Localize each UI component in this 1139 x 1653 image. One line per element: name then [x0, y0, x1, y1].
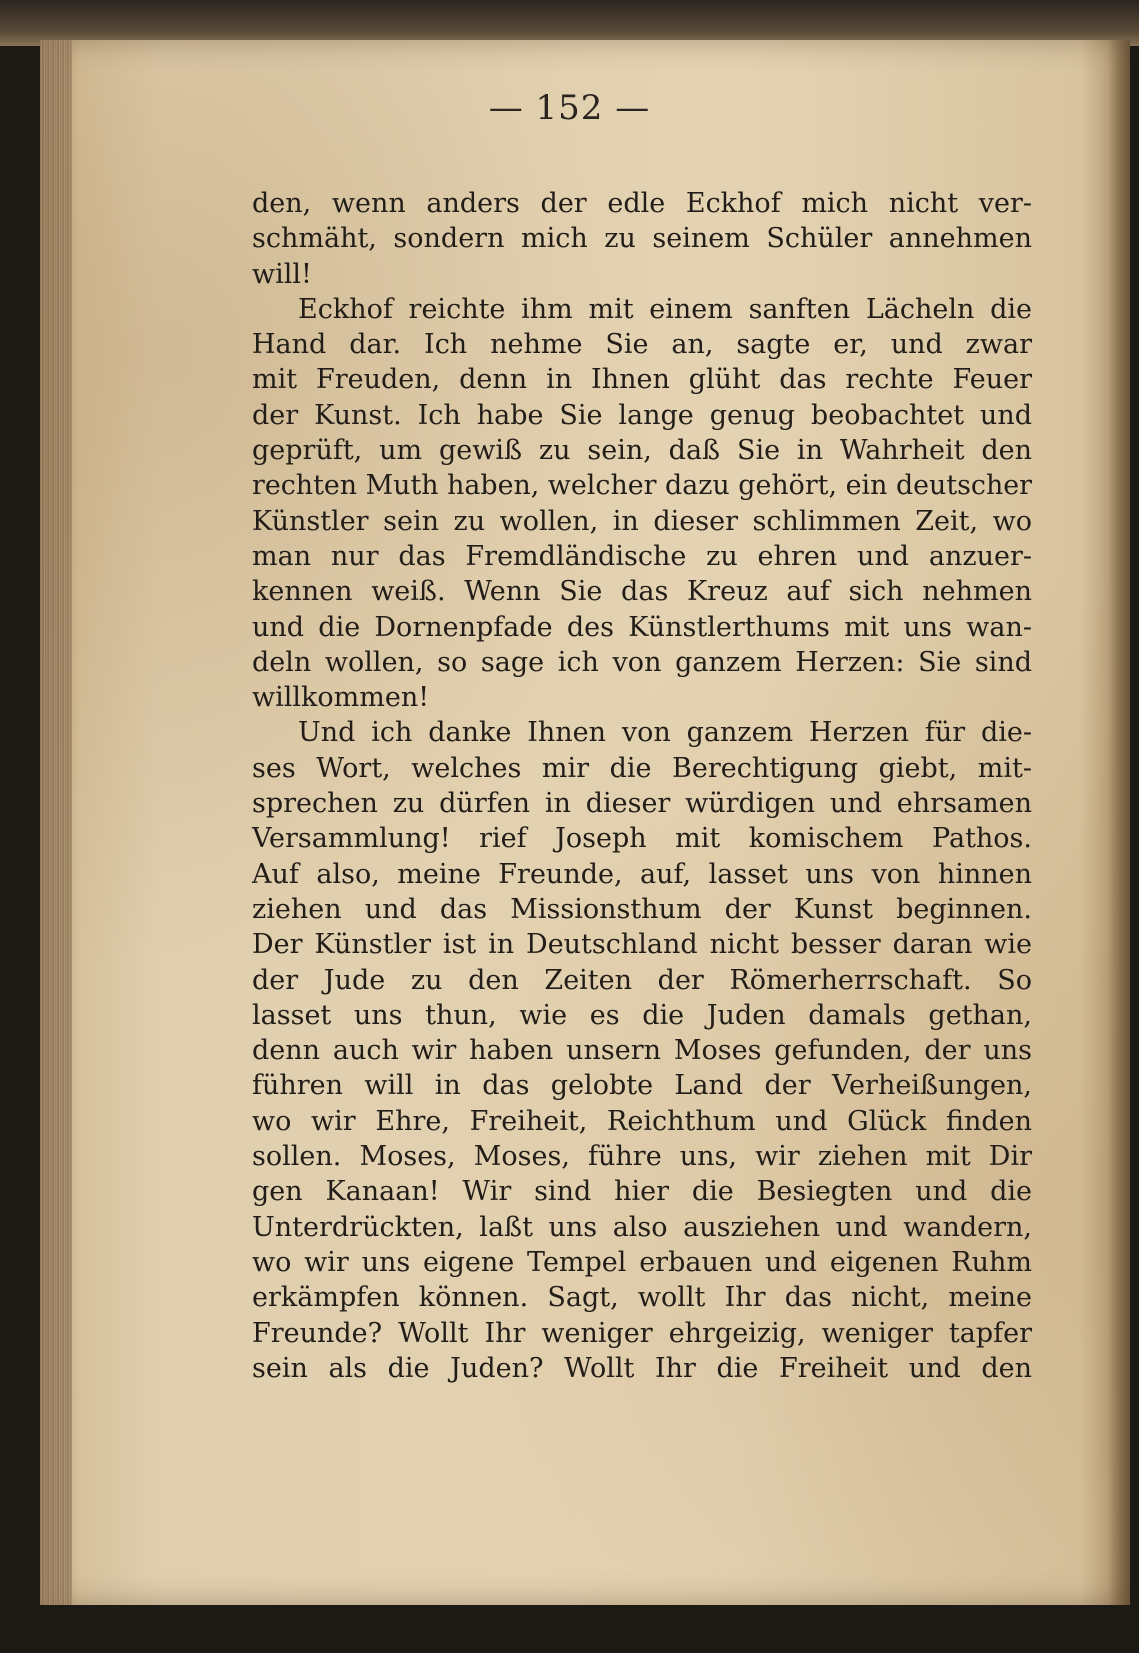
text-line: ses Wort, welches mir die Berechtigung giebt, mit- — [252, 752, 1032, 784]
text-line: geprüft, um gewiß zu sein, daß Sie in Wahrheit den — [252, 435, 1032, 467]
text-line: sprechen zu dürfen in dieser würdigen und ehrsamen — [252, 788, 1032, 820]
text-line: sollen. Moses, Moses, führe uns, wir ziehen mit Dir — [252, 1141, 1032, 1173]
text-line: wo wir Ehre, Freiheit, Reichthum und Glück finden — [252, 1105, 1032, 1137]
text-line: Unterdrückten, laßt uns also ausziehen und wandern, — [252, 1211, 1032, 1243]
text-line: wo wir uns eigene Tempel erbauen und eigenen Ruhm — [252, 1246, 1032, 1278]
body-text — [252, 186, 1032, 1386]
text-line: den, wenn anders der edle Eckhof mich nicht ver- — [252, 188, 1032, 219]
text-line: führen will in das gelobte Land der Verheißungen, — [252, 1070, 1032, 1102]
text-line: Hand dar. Ich nehme Sie an, sagte er, und zwar — [252, 329, 1032, 361]
text-line: kennen weiß. Wenn Sie das Kreuz auf sich nehmen — [252, 576, 1032, 608]
text-line: rechten Muth haben, welcher dazu gehört, ein deutscher — [252, 470, 1032, 502]
text-line: lasset uns thun, wie es die Juden damals gethan, — [252, 999, 1032, 1031]
text-line: sein als die Juden? Wollt Ihr die Freiheit und den — [252, 1352, 1032, 1384]
text-line: deln wollen, so sage ich von ganzem Herzen: Sie sind — [252, 646, 1032, 678]
text-line: Freunde? Wollt Ihr weniger ehrgeizig, weniger tapfer — [252, 1317, 1032, 1349]
text-line: schmäht, sondern mich zu seinem Schüler annehmen — [252, 223, 1032, 255]
text-line: man nur das Fremdländische zu ehren und anzuer- — [252, 540, 1032, 572]
text-line: Eckhof reichte ihm mit einem sanften Lächeln die — [298, 293, 1032, 325]
text-line: will! — [252, 258, 312, 290]
text-line: der Jude zu den Zeiten der Römerherrschaft. So — [252, 964, 1032, 996]
text-line: Künstler sein zu wollen, in dieser schlimmen Zeit, wo — [252, 505, 1032, 537]
page-number: — 152 — — [488, 88, 651, 128]
text-line: willkommen! — [252, 682, 430, 714]
text-line: und die Dornenpfade des Künstlerthums mit uns wan- — [252, 611, 1032, 643]
page-edges-left — [40, 40, 72, 1605]
page-gutter-right — [1108, 40, 1130, 1605]
text-line: denn auch wir haben unsern Moses gefunden, der uns — [252, 1035, 1032, 1067]
text-line: Und ich danke Ihnen von ganzem Herzen für die- — [298, 717, 1032, 749]
text-line: Der Künstler ist in Deutschland nicht besser daran wie — [252, 929, 1032, 961]
text-line: Versammlung! rief Joseph mit komischem Pathos. — [252, 823, 1032, 855]
text-line: der Kunst. Ich habe Sie lange genug beobachtet und — [252, 399, 1032, 431]
text-line: ziehen und das Missionsthum der Kunst beginnen. — [252, 893, 1032, 925]
text-line: erkämpfen können. Sagt, wollt Ihr das nicht, meine — [252, 1282, 1032, 1314]
text-line: Auf also, meine Freunde, auf, lasset uns von hinnen — [252, 858, 1032, 890]
text-line: gen Kanaan! Wir sind hier die Besiegten und die — [252, 1176, 1032, 1208]
text-line: mit Freuden, denn in Ihnen glüht das rechte Feuer — [252, 364, 1032, 396]
